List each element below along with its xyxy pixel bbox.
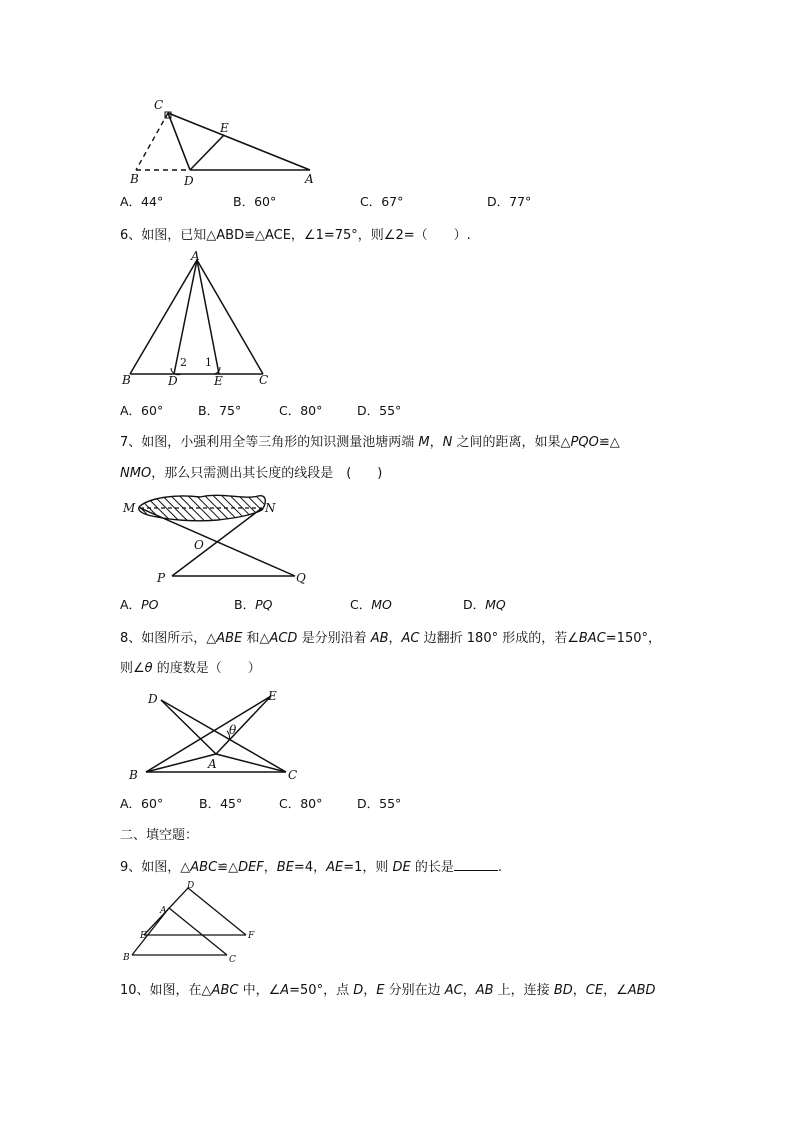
q7-stem-line1: 7、如图，小强利用全等三角形的知识测量池塘两端 M，N 之间的距离，如果△PQO≌△: [120, 435, 620, 450]
q8-label-B: B: [129, 768, 138, 782]
q8-option-d: D．55°: [357, 796, 402, 811]
q7-figure: [122, 490, 322, 590]
q8-option-a: A．60°: [120, 796, 164, 811]
q9-label-E: E: [140, 931, 147, 941]
q9-label-F: F: [248, 931, 255, 941]
q8-label-C: C: [288, 768, 298, 782]
q5-label-B: B: [130, 172, 139, 186]
q8-stem-line2: 则∠θ 的度数是（ ）: [120, 661, 261, 676]
q7-option-b: B．PQ: [234, 597, 273, 612]
q8-option-c: C．80°: [279, 796, 323, 811]
q5-figure: [128, 96, 318, 186]
q5-option-a: A．44°: [120, 194, 164, 209]
q5-option-d: D．77°: [487, 194, 532, 209]
q8-label-theta: θ: [229, 723, 237, 737]
q6-option-c: C．80°: [279, 403, 323, 418]
q6-angle-2: 2: [180, 356, 187, 369]
q5-option-c: C．67°: [360, 194, 404, 209]
q6-label-E: E: [214, 374, 223, 388]
q5-label-A: A: [305, 172, 314, 186]
q6-label-B: B: [122, 373, 131, 387]
q8-label-E: E: [268, 689, 277, 703]
q6-stem: 6、如图，已知△ABD≌△ACE，∠1=75°，则∠2=（ ）.: [120, 228, 471, 243]
q7-option-d: D．MQ: [463, 597, 506, 612]
q8-option-b: B．45°: [199, 796, 243, 811]
q6-option-b: B．75°: [198, 403, 242, 418]
q6-figure: [120, 250, 280, 390]
q9-figure: [120, 878, 270, 968]
q5-label-C: C: [154, 98, 164, 112]
q9-label-D: D: [187, 881, 195, 891]
q7-option-a: A．PO: [120, 597, 159, 612]
section-title-fill-in: 二、填空题：: [120, 828, 199, 843]
q7-stem-line2: NMO，那么只需测出其长度的线段是 ( ): [120, 466, 383, 481]
q5-option-b: B．60°: [233, 194, 277, 209]
q9-answer-blank[interactable]: [454, 858, 498, 871]
q6-label-A: A: [191, 249, 200, 263]
q7-label-N: N: [265, 501, 276, 515]
q8-figure: [126, 688, 316, 788]
q6-angle-1: 1: [205, 356, 212, 369]
q6-label-D: D: [168, 374, 178, 388]
q9-stem: 9、如图，△ABC≌△DEF，BE=4，AE=1，则 DE 的长是 .: [120, 860, 503, 875]
q8-label-D: D: [148, 692, 158, 706]
q7-label-Q: Q: [296, 571, 306, 585]
q9-label-C: C: [229, 955, 236, 965]
q10-stem: 10、如图，在△ABC 中，∠A=50°，点 D，E 分别在边 AC，AB 上，连接 BD，CE，∠ABD: [120, 983, 656, 998]
q9-label-A: A: [160, 906, 167, 916]
q6-option-a: A．60°: [120, 403, 164, 418]
q7-label-M: M: [123, 501, 136, 515]
q8-label-A: A: [208, 757, 217, 771]
q5-label-D: D: [184, 174, 194, 188]
q6-label-C: C: [259, 373, 269, 387]
q6-option-d: D．55°: [357, 403, 402, 418]
q9-label-B: B: [123, 953, 130, 963]
q5-label-E: E: [220, 121, 229, 135]
q7-option-c: C．MO: [350, 597, 392, 612]
q7-label-P: P: [157, 571, 166, 585]
q8-stem-line1: 8、如图所示，△ABE 和△ACD 是分别沿着 AB，AC 边翻折 180° 形成的，若∠BAC=150°，: [120, 631, 661, 646]
q7-label-O: O: [194, 538, 204, 552]
